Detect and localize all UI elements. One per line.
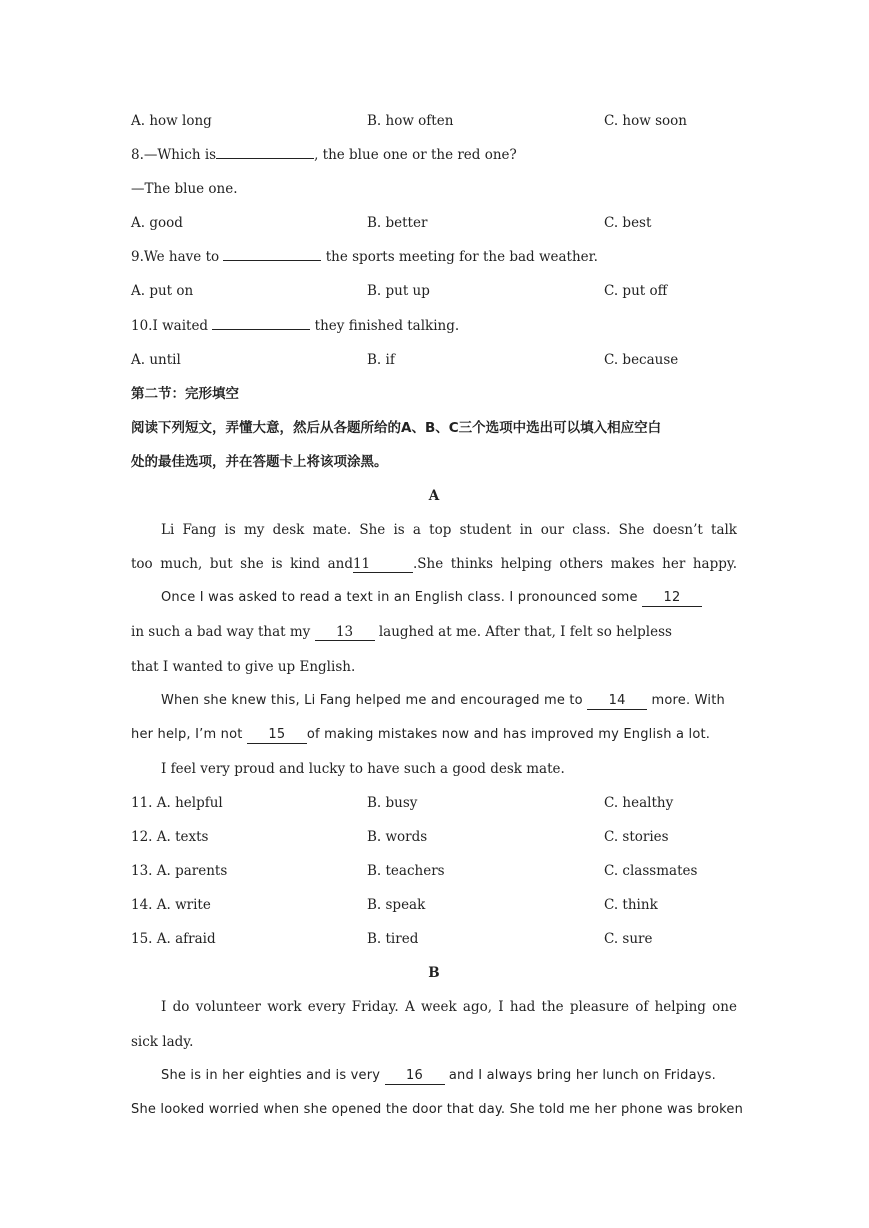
passage-text: and I always bring her lunch on Fridays. [444, 1067, 716, 1083]
q9-options [131, 274, 737, 308]
section-instructions: 阅读下列短文，弄懂大意，然后从各题所给的A、B、C三个选项中选出可以填入相应空白 [131, 419, 662, 436]
question-text: they finished talking. [310, 317, 460, 334]
passage-line: I feel very proud and lucky to have such a good desk mate. [161, 760, 565, 777]
answer-blank [223, 260, 321, 261]
passage-text: of making mistakes now and has improved my English a lot. [306, 726, 711, 742]
passage-b-heading: B [428, 965, 440, 982]
passage-line: that I wanted to give up English. [131, 658, 356, 675]
passage-text: When she knew this, Li Fang helped me and encouraged me to [161, 692, 588, 708]
option-a: 11. A. helpful [131, 794, 223, 811]
passage-text: She is in her eighties and is very [161, 1067, 385, 1083]
question-text: 10.I waited [131, 317, 213, 334]
cloze-blank-14: 14 [587, 693, 647, 710]
option-a: 14. A. write [131, 897, 211, 914]
passage-text: too much, but she is kind and [131, 556, 353, 573]
option-a: 12. A. texts [131, 828, 209, 845]
answer-blank [212, 329, 310, 330]
cloze-options-12 [131, 820, 737, 854]
option-b: B. speak [367, 897, 426, 914]
section-instructions: 处的最佳选项，并在答题卡上将该项涂黑。 [131, 453, 388, 470]
option-a: 13. A. parents [131, 863, 228, 880]
option-c: C. how soon [604, 113, 687, 129]
q8-options [131, 206, 737, 240]
option-a: A. until [131, 351, 181, 368]
passage-line [131, 615, 737, 649]
option-b: B. better [367, 215, 428, 232]
passage-a-heading: A [428, 488, 440, 505]
passage-line [131, 1059, 737, 1093]
cloze-blank-15: 15 [247, 727, 307, 744]
question-8 [131, 138, 737, 172]
passage-text: Once I was asked to read a text in an English class. I pronounced some [161, 590, 642, 606]
passage-text: her help, I’m not [131, 726, 247, 742]
option-c: C. classmates [604, 863, 698, 880]
option-b: B. busy [367, 794, 418, 811]
cloze-options-15 [131, 922, 737, 956]
answer-blank [216, 158, 314, 159]
question-text: , the blue one or the red one? [314, 147, 517, 164]
option-c: C. best [604, 215, 652, 232]
cloze-blank-12: 12 [642, 590, 702, 607]
q7-options [131, 104, 737, 138]
passage-line [131, 547, 737, 581]
section-title: 第二节：完形填空 [131, 385, 239, 402]
cloze-blank-11: 11 [353, 556, 413, 573]
passage-line: I do volunteer work every Friday. A week ago, I had the pleasure of helping one [161, 999, 737, 1016]
exam-page [131, 104, 744, 1127]
cloze-blank-13: 13 [315, 624, 375, 641]
option-a: 15. A. afraid [131, 931, 216, 948]
passage-line: She looked worried when she opened the door that day. She told me her phone was broken [131, 1101, 744, 1117]
option-c: C. stories [604, 828, 669, 845]
cloze-options-11 [131, 786, 737, 820]
option-c: C. think [604, 897, 658, 914]
option-a: A. how long [131, 113, 212, 129]
option-b: B. words [367, 828, 428, 845]
passage-text: more. With [647, 692, 725, 708]
cloze-options-14 [131, 888, 737, 922]
option-c: C. because [604, 351, 679, 368]
option-c: C. healthy [604, 794, 674, 811]
option-b: B. tired [367, 931, 419, 948]
passage-text: in such a bad way that my [131, 624, 315, 641]
passage-text: .She thinks helping others makes her happy. [412, 556, 737, 573]
option-b: B. teachers [367, 863, 445, 880]
question-8-answer: —The blue one. [131, 181, 238, 198]
question-10 [131, 309, 737, 343]
cloze-blank-16: 16 [385, 1068, 445, 1085]
passage-line [131, 581, 737, 615]
option-b: B. put up [367, 283, 430, 300]
option-c: C. sure [604, 931, 653, 948]
passage-line: Li Fang is my desk mate. She is a top student in our class. She doesn’t talk [161, 522, 737, 539]
cloze-options-13 [131, 854, 737, 888]
passage-line: sick lady. [131, 1033, 194, 1050]
passage-line [131, 684, 737, 718]
option-c: C. put off [604, 283, 668, 300]
question-text: 8.—Which is [131, 147, 217, 164]
option-a: A. put on [131, 283, 194, 300]
passage-text: laughed at me. After that, I felt so helpless [374, 624, 672, 641]
question-9 [131, 240, 737, 274]
passage-line [131, 718, 737, 752]
option-b: B. if [367, 351, 395, 368]
option-b: B. how often [367, 113, 454, 129]
question-text: the sports meeting for the bad weather. [321, 249, 598, 266]
q10-options [131, 343, 737, 377]
question-text: 9.We have to [131, 249, 224, 266]
option-a: A. good [131, 215, 183, 232]
